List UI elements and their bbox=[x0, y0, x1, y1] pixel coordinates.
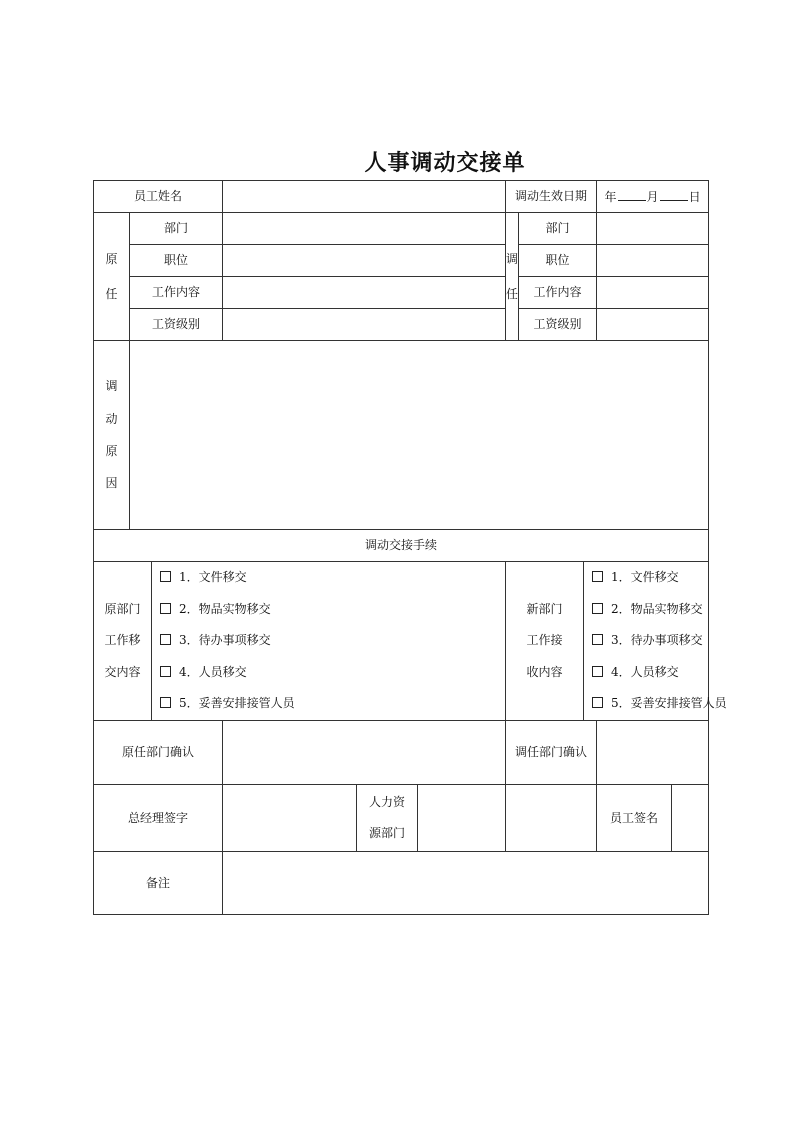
remarks-label: 备注 bbox=[94, 851, 223, 914]
employee-name-label: 员工姓名 bbox=[94, 181, 223, 213]
reason-label bbox=[94, 341, 130, 530]
hr-dept-cell[interactable] bbox=[357, 784, 506, 851]
old-checklist-item[interactable]: 4．人员移交 bbox=[160, 657, 505, 689]
original-work-content-label: 工作内容 bbox=[130, 277, 223, 309]
new-checklist-item[interactable]: 3．待办事项移交 bbox=[592, 625, 708, 657]
transfer-label-char: 调 bbox=[506, 252, 519, 267]
old-dept-checklist bbox=[152, 562, 506, 721]
old-checklist-item[interactable]: 5．妥善安排接管人员 bbox=[160, 688, 505, 720]
original-dept-label: 部门 bbox=[130, 213, 223, 245]
transfer-position-field-label: 职位 bbox=[519, 245, 597, 277]
day-blank[interactable] bbox=[660, 189, 688, 201]
transfer-position-label bbox=[506, 213, 519, 341]
month-blank[interactable] bbox=[618, 189, 646, 201]
checkbox-icon[interactable] bbox=[160, 571, 171, 582]
transfer-label-char: 任 bbox=[506, 286, 519, 301]
original-position-field-label: 职位 bbox=[130, 245, 223, 277]
hr-dept-sign-field[interactable] bbox=[506, 784, 597, 851]
remarks-field[interactable] bbox=[223, 851, 709, 914]
old-checklist-item[interactable]: 2．物品实物移交 bbox=[160, 594, 505, 626]
original-position-field[interactable] bbox=[223, 245, 506, 277]
employee-sign-field[interactable] bbox=[672, 785, 708, 851]
new-checklist-item[interactable]: 4．人员移交 bbox=[592, 657, 708, 689]
old-dept-label-line: 交内容 bbox=[104, 664, 141, 679]
checkbox-icon[interactable] bbox=[592, 697, 603, 708]
old-dept-handover-label bbox=[94, 562, 152, 721]
new-checklist-item[interactable]: 2．物品实物移交 bbox=[592, 594, 708, 626]
original-position-label bbox=[94, 213, 130, 341]
month-label: 月 bbox=[646, 189, 659, 204]
new-checklist-item[interactable]: 1．文件移交 bbox=[592, 562, 708, 594]
old-checklist-item[interactable]: 1．文件移交 bbox=[160, 562, 505, 594]
new-dept-label-line: 新部门 bbox=[526, 601, 563, 616]
transfer-salary-grade-field[interactable] bbox=[597, 309, 709, 341]
transfer-handover-form bbox=[93, 180, 727, 915]
original-label-char: 原 bbox=[105, 252, 118, 267]
employee-sign-cell bbox=[597, 784, 709, 851]
reason-label-char: 调 bbox=[105, 379, 118, 394]
checkbox-icon[interactable] bbox=[592, 603, 603, 614]
checkbox-icon[interactable] bbox=[592, 571, 603, 582]
original-label-char: 任 bbox=[105, 286, 118, 301]
checkbox-icon[interactable] bbox=[592, 666, 603, 677]
transfer-dept-label: 部门 bbox=[519, 213, 597, 245]
employee-name-field[interactable] bbox=[223, 181, 506, 213]
old-dept-confirm-label: 原任部门确认 bbox=[94, 720, 223, 784]
original-dept-field[interactable] bbox=[223, 213, 506, 245]
original-work-content-field[interactable] bbox=[223, 277, 506, 309]
original-salary-grade-label: 工资级别 bbox=[130, 309, 223, 341]
day-label: 日 bbox=[688, 189, 701, 204]
effective-date-field[interactable] bbox=[597, 181, 709, 213]
employee-sign-label: 员工签名 bbox=[597, 785, 672, 851]
new-dept-label-line: 收内容 bbox=[526, 664, 563, 679]
new-dept-confirm-label: 调任部门确认 bbox=[506, 720, 597, 784]
checkbox-icon[interactable] bbox=[160, 634, 171, 645]
new-checklist-item[interactable]: 5．妥善安排接管人员 bbox=[592, 688, 708, 720]
gm-sign-label: 总经理签字 bbox=[94, 784, 223, 851]
new-dept-checklist bbox=[584, 562, 727, 721]
hr-dept-label bbox=[357, 785, 418, 851]
procedures-heading: 调动交接手续 bbox=[94, 530, 709, 562]
hr-dept-label-line: 人力资 bbox=[369, 794, 406, 809]
transfer-dept-field[interactable] bbox=[597, 213, 709, 245]
reason-field[interactable] bbox=[130, 341, 709, 530]
year-label: 年 bbox=[604, 189, 617, 204]
checkbox-icon[interactable] bbox=[160, 603, 171, 614]
transfer-work-content-field[interactable] bbox=[597, 277, 709, 309]
effective-date-label: 调动生效日期 bbox=[506, 181, 597, 213]
reason-label-char: 动 bbox=[105, 411, 118, 426]
reason-label-char: 因 bbox=[105, 476, 118, 491]
transfer-salary-grade-label: 工资级别 bbox=[519, 309, 597, 341]
reason-label-char: 原 bbox=[105, 444, 118, 458]
hr-dept-field[interactable] bbox=[418, 785, 505, 851]
checkbox-icon[interactable] bbox=[592, 634, 603, 645]
hr-dept-label-line: 源部门 bbox=[369, 825, 406, 840]
new-dept-label-line: 工作接 bbox=[526, 633, 563, 648]
checkbox-icon[interactable] bbox=[160, 697, 171, 708]
old-checklist-item[interactable]: 3．待办事项移交 bbox=[160, 625, 505, 657]
transfer-position-field[interactable] bbox=[597, 245, 709, 277]
gm-sign-field[interactable] bbox=[223, 784, 357, 851]
old-dept-label-line: 原部门 bbox=[104, 601, 141, 616]
old-dept-label-line: 工作移 bbox=[104, 633, 141, 648]
new-dept-receive-label bbox=[506, 562, 584, 721]
checkbox-icon[interactable] bbox=[160, 666, 171, 677]
new-dept-confirm-field[interactable] bbox=[597, 720, 709, 784]
original-salary-grade-field[interactable] bbox=[223, 309, 506, 341]
transfer-work-content-label: 工作内容 bbox=[519, 277, 597, 309]
old-dept-confirm-field[interactable] bbox=[223, 720, 506, 784]
page-title: 人事调动交接单 bbox=[364, 150, 526, 176]
